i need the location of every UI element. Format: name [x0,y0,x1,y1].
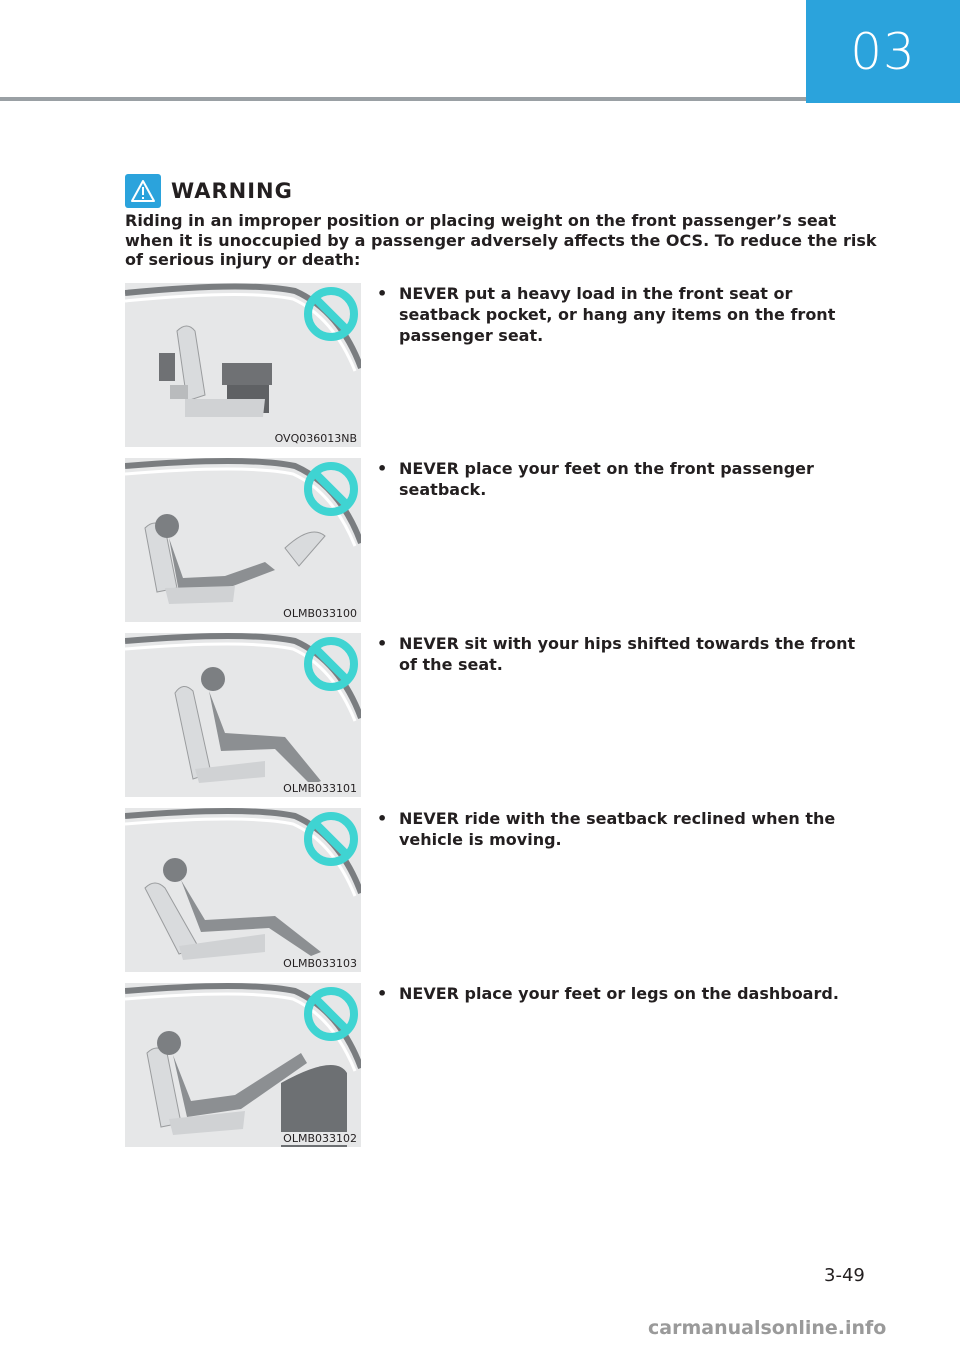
figure-feet-on-seatback [125,458,361,622]
warning-header [125,174,293,208]
figure-code: OLMB033101 [280,782,357,795]
figure-feet-on-dashboard [125,983,361,1147]
bullet-item: • NEVER sit with your hips shifted towards the front of the seat. [377,634,856,674]
bullet-item: • NEVER put a heavy load in the front seat or seatback pocket, or hang any items on the front passenger seat. [377,284,836,345]
figure-code: OLMB033100 [280,607,357,620]
chapter-tab: 03 [806,0,960,103]
bullet-item: • NEVER place your feet or legs on the dashboard. [377,984,839,1003]
header-rule [0,97,806,101]
figure-code: OLMB033103 [280,957,357,970]
figure-hips-shifted [125,633,361,797]
warning-intro: Riding in an improper position or placing weight on the front passenger’s seat when it is unoccupied by a passenger adversely affects the OCS. To reduce the risk of serious injury or death: [125,211,877,269]
warning-triangle-icon [125,174,161,208]
figure-code: OVQ036013NB [272,432,357,445]
figure-heavy-load [125,283,361,447]
bullet-item: • NEVER ride with the seatback reclined when the vehicle is moving. [377,809,836,849]
figure-reclined [125,808,361,972]
watermark[interactable]: carmanualsonline.info [648,1317,887,1339]
warning-title: WARNING [171,179,293,203]
page-number: 3-49 [824,1265,865,1286]
bullet-item: • NEVER place your feet on the front passenger seatback. [377,459,814,499]
figure-code: OLMB033102 [280,1132,357,1145]
